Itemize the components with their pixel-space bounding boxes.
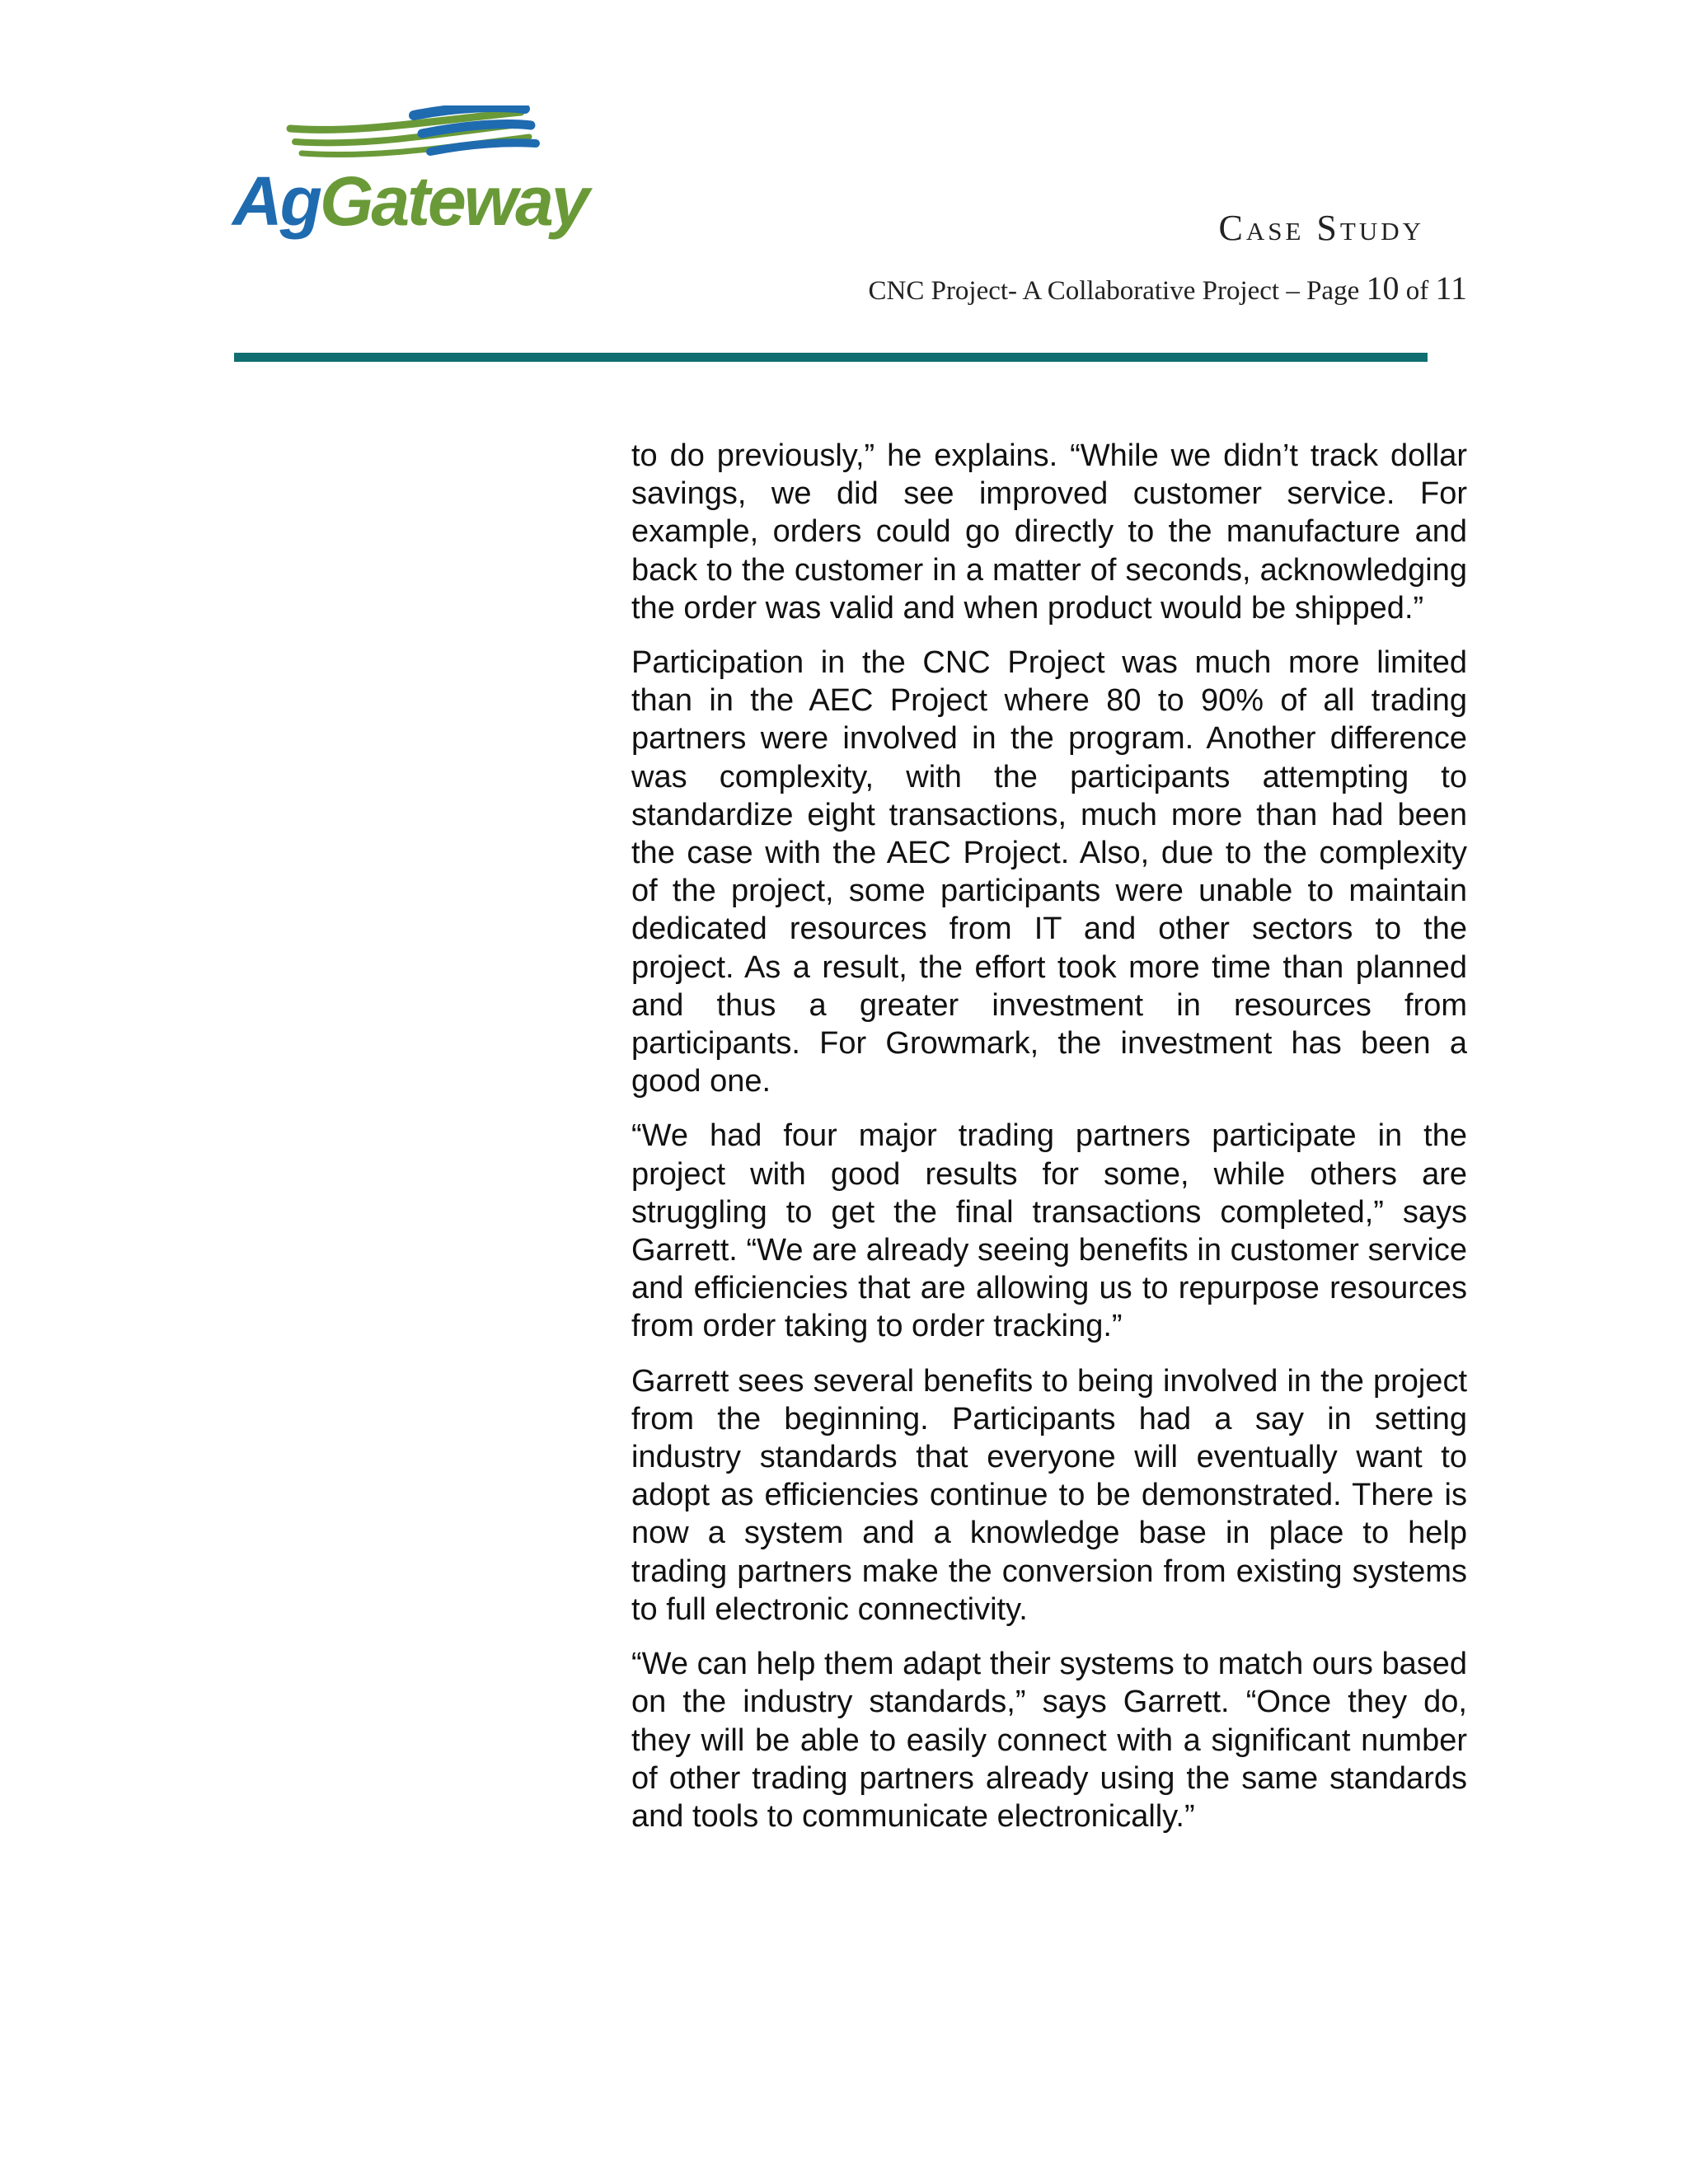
body-text — [631, 437, 1467, 1852]
page-total: 11 — [1435, 269, 1467, 307]
paragraph: Garrett sees several benefits to being involved in the project from the beginning. Participants had a say in setting industry standards that everyone will eventually want to adopt as efficiencies continue to be demonstrated. There is now a system and a knowledge base in place to help trading partners make the conversion from existing systems to full electronic connectivity. — [631, 1363, 1467, 1627]
page-reference — [868, 269, 1467, 307]
page-of-label: of — [1399, 276, 1436, 306]
header-divider — [234, 353, 1428, 362]
agtgateway-logo — [232, 105, 588, 254]
paragraph: “We had four major trading partners participate in the project with good results for some, while others are struggling to get the final transactions completed,” says Garrett. “We are already seeing benefits in customer service and efficiencies that are allowing us to repurpose resources from order taking to order tracking.” — [631, 1118, 1467, 1344]
logo-text-gateway: Gateway — [319, 162, 588, 240]
paragraph: “We can help them adapt their systems to match ours based on the industry standards,” says Garrett. “Once they do, they will be able to easily connect with a significant number of other trading partners already using the same standards and tools to communicate electronically.” — [631, 1647, 1467, 1834]
paragraph: to do previously,” he explains. “While we didn’t track dollar savings, we did see improved customer service. For example, orders could go directly to the manufacture and back to the customer in a matter of seconds, acknowledging the order was valid and when product would be shipped.” — [631, 438, 1467, 626]
paragraph: Participation in the CNC Project was much more limited than in the AEC Project where 80 to 90% of all trading partners were involved in the program. Another difference was complexity, with the participants attempting to standardize eight transactions, much more than had been the case with the AEC Project. Also, due to the complexity of the project, some participants were unable to maintain dedicated resources from IT and other sectors to the project. As a result, the effort took more time than planned and thus a greater investment in resources from participants. For Growmark, the investment has been a good one. — [631, 645, 1467, 1099]
case-study-heading: Case Study — [1218, 208, 1424, 248]
page-title: CNC Project- A Collaborative Project – Page — [868, 276, 1367, 306]
page-number: 10 — [1366, 269, 1400, 307]
logo-text-ag: Ag — [232, 162, 320, 240]
logo-wordmark — [232, 162, 588, 240]
